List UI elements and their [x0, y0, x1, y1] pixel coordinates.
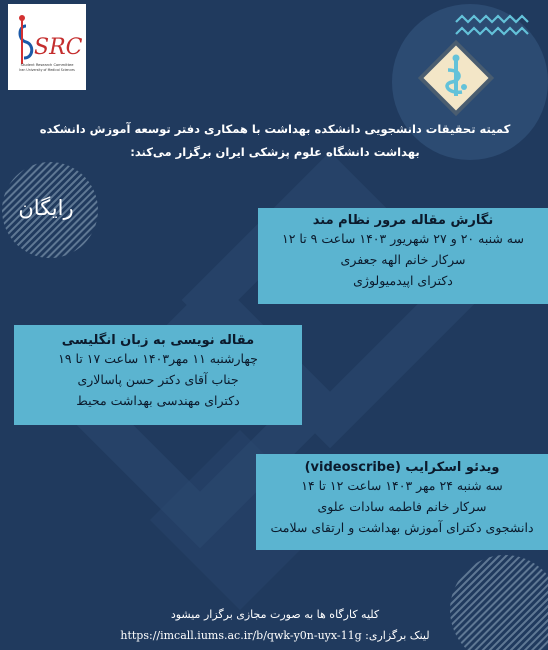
- workshop-role: دانشجوی دکترای آموزش بهداشت و ارتقای سلامت: [270, 520, 534, 535]
- workshop-role: دکترای مهندسی بهداشت محیط: [76, 393, 240, 408]
- footer: [60, 604, 490, 646]
- workshop-presenter: جناب آقای دکتر حسن پاسالاری: [77, 372, 239, 387]
- workshop-title: مقاله نویسی به زبان انگلیسی: [61, 333, 255, 348]
- intro-line-1: کمیته تحقیقات دانشجویی دانشکده بهداشت با همکاری دفتر توسعه آموزش دانشکده: [39, 122, 511, 136]
- workshop-date: چهارشنبه ۱۱ مهر۱۴۰۳ ساعت ۱۷ تا ۱۹: [58, 351, 258, 366]
- workshop-card-3: [256, 454, 548, 550]
- workshop-card-1: [258, 208, 548, 304]
- workshop-title: نگارش مقاله مرور نظام مند: [312, 213, 494, 228]
- workshop-presenter: سرکار خانم فاطمه سادات علوی: [317, 499, 487, 514]
- workshop-date: سه شنبه ۲۰ و ۲۷ شهریور ۱۴۰۳ ساعت ۹ تا ۱۲: [282, 231, 524, 246]
- footer-link[interactable]: https://imcall.iums.ac.ir/b/qwk-y0n-uyx-11g :لینک برگزاری: [120, 629, 430, 642]
- health-emblem-icon: [418, 40, 494, 116]
- workshop-title: ویدئو اسکرایب (videoscribe): [304, 460, 500, 475]
- intro-text: [30, 118, 520, 164]
- free-label: رایگان: [18, 196, 74, 220]
- workshop-role: دکترای اپیدمیولوژی: [353, 273, 453, 288]
- logo-sub1: Student Research Committee: [20, 63, 74, 67]
- logo-sub2: Iran University of Medical Sciences: [19, 68, 75, 72]
- workshop-presenter: سرکار خانم الهه جعفری: [340, 252, 466, 267]
- src-logo-icon: [8, 4, 86, 90]
- intro-line-2: بهداشت دانشگاه علوم پزشکی ایران برگزار می‌کند:: [130, 145, 420, 159]
- footer-virtual-note: کلیه کارگاه ها به صورت مجازی برگزار میشود: [170, 608, 380, 621]
- workshop-date: سه شنبه ۲۴ مهر ۱۴۰۳ ساعت ۱۲ تا ۱۴: [301, 478, 503, 493]
- logo-brand-text: SRC: [34, 35, 83, 60]
- src-logo: [8, 4, 86, 90]
- workshop-card-2: [14, 325, 302, 425]
